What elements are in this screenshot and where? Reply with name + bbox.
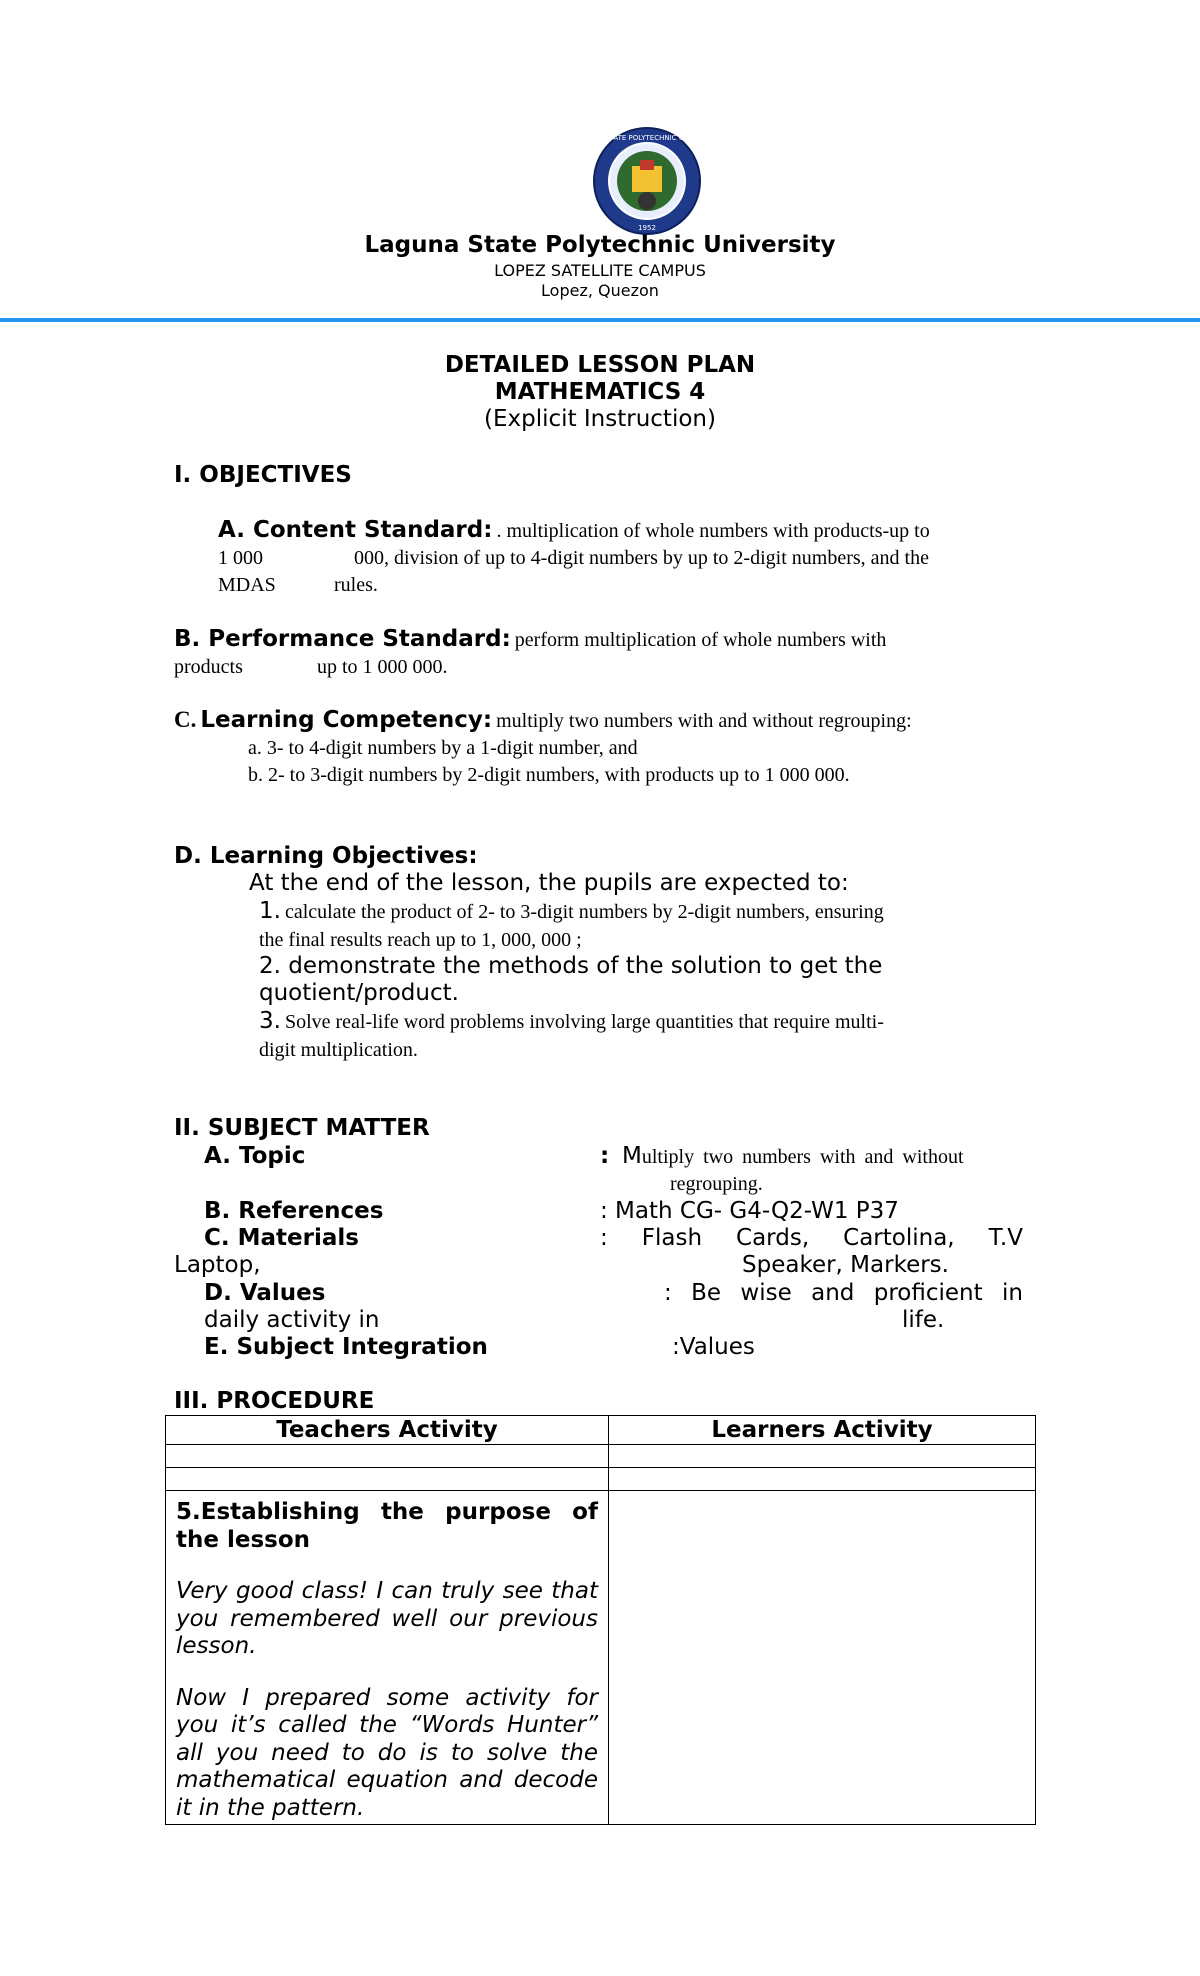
doc-subject: MATHEMATICS 4: [494, 379, 706, 405]
objective-3-text: Solve real-life word problems involving large quantities that require multi-: [284, 1011, 884, 1033]
empty-cell: [609, 1445, 1036, 1468]
integration-label: E. Subject Integration: [204, 1334, 488, 1360]
values-word: wise: [740, 1280, 792, 1306]
values-colon: :: [664, 1280, 672, 1306]
values-cont: daily activity in: [204, 1307, 380, 1333]
references-label: B. References: [204, 1198, 384, 1224]
performance-standard: [174, 626, 886, 652]
empty-cell: [166, 1468, 609, 1491]
content-standard: [218, 517, 930, 543]
teacher-activity-cell: [166, 1491, 609, 1825]
table-row: [166, 1445, 1036, 1468]
content-standard-line2a: 1 000: [218, 547, 263, 569]
values-word: proficient: [873, 1280, 983, 1306]
teacher-paragraph: Very good class! I can truly see that you remembered well our previous lesson.: [176, 1578, 598, 1659]
values-word: Be: [691, 1280, 722, 1306]
doc-title: DETAILED LESSON PLAN: [444, 352, 756, 378]
header-rule: [0, 318, 1200, 322]
values-word: in: [1002, 1280, 1023, 1306]
objective-1-number: 1.: [259, 898, 281, 924]
seal-year: 1952: [638, 224, 656, 232]
performance-standard-label: B. Performance Standard:: [174, 626, 511, 652]
values-label: D. Values: [204, 1280, 326, 1306]
materials-colon: :: [600, 1225, 608, 1251]
competency-item-a: a. 3- to 4-digit numbers by a 1-digit number, and: [248, 737, 638, 759]
table-row: [166, 1468, 1036, 1491]
objective-3-cont: digit multiplication.: [259, 1039, 418, 1061]
objective-1-cont: the final results reach up to 1, 000, 000 ;: [259, 929, 582, 951]
materials-cont: Laptop,: [174, 1252, 261, 1278]
table-row: [166, 1491, 1036, 1825]
materials-item: Flash: [641, 1225, 703, 1251]
materials-label: C. Materials: [204, 1225, 359, 1251]
doc-approach: (Explicit Instruction): [484, 406, 716, 432]
materials-item: Cartolina,: [843, 1225, 955, 1251]
content-standard-text: . multiplication of whole numbers with products-up to: [496, 520, 930, 542]
learning-objectives-label: D. Learning Objectives:: [174, 843, 478, 869]
learning-competency-label: Learning Competency:: [200, 707, 493, 733]
table-header-row: [166, 1416, 1036, 1445]
learning-competency-text: multiply two numbers with and without regrouping:: [496, 710, 912, 732]
learner-activity-cell: [609, 1491, 1036, 1825]
content-standard-line2b: 000, division of up to 4-digit numbers by up to 2-digit numbers, and the: [354, 547, 929, 569]
content-standard-line3a: MDAS: [218, 574, 276, 596]
references-value: : Math CG- G4-Q2-W1 P37: [600, 1198, 899, 1224]
topic-value-cont: regrouping.: [670, 1173, 763, 1195]
learning-competency: [174, 707, 912, 733]
materials-item: T.V: [988, 1225, 1023, 1251]
values-value: [664, 1280, 1023, 1306]
performance-standard-line2a: products: [174, 656, 243, 678]
materials-value: [600, 1225, 1023, 1251]
objective-1: [259, 898, 884, 924]
objective-2-cont: quotient/product.: [259, 980, 459, 1006]
teacher-paragraph: Now I prepared some activity for you it’s called the “Words Hunter” all you need to do is to solve the mathematical equation and decode it in the pattern.: [176, 1684, 598, 1821]
step-title: 5.Establishing the purpose of the lesson: [176, 1499, 598, 1553]
performance-standard-line2b: up to 1 000 000.: [317, 656, 448, 678]
university-seal-icon: [573, 126, 721, 236]
performance-standard-text: perform multiplication of whole numbers with: [514, 629, 887, 651]
competency-item-b: b. 2- to 3-digit numbers by 2-digit numbers, with products up to 1 000 000.: [248, 764, 850, 786]
values-line2: life.: [902, 1307, 945, 1333]
campus-location: Lopez, Quezon: [541, 281, 659, 300]
procedure-heading: III. PROCEDURE: [174, 1388, 375, 1414]
campus-name: LOPEZ SATELLITE CAMPUS: [494, 261, 706, 280]
objective-1-text: calculate the product of 2- to 3-digit numbers by 2-digit numbers, ensuring: [284, 901, 884, 923]
empty-cell: [166, 1445, 609, 1468]
learning-competency-prefix: C.: [174, 707, 197, 732]
integration-value: :Values: [672, 1334, 755, 1360]
learning-objectives-intro: At the end of the lesson, the pupils are expected to:: [249, 870, 849, 896]
subject-matter-heading: II. SUBJECT MATTER: [174, 1115, 430, 1141]
content-standard-label: A. Content Standard:: [218, 517, 493, 543]
learners-activity-header: Learners Activity: [609, 1416, 1036, 1445]
topic-value-initial: M: [622, 1143, 642, 1169]
objectives-heading: I. OBJECTIVES: [174, 462, 352, 488]
teachers-activity-header: Teachers Activity: [166, 1416, 609, 1445]
topic-label: A. Topic: [204, 1143, 306, 1169]
objective-3-number: 3.: [259, 1008, 281, 1034]
materials-line2: Speaker, Markers.: [742, 1252, 949, 1278]
objective-3: [259, 1008, 884, 1034]
procedure-table: [165, 1415, 1036, 1825]
topic-colon: :: [600, 1143, 610, 1169]
content-standard-line3b: rules.: [334, 574, 378, 596]
empty-cell: [609, 1468, 1036, 1491]
objective-2: 2. demonstrate the methods of the solution to get the: [259, 953, 883, 979]
values-word: and: [811, 1280, 855, 1306]
university-name: Laguna State Polytechnic University: [364, 232, 836, 258]
materials-item: Cards,: [736, 1225, 810, 1251]
topic-value-text: ultiply two numbers with and without: [641, 1146, 964, 1168]
topic-value: [622, 1143, 964, 1169]
seal-text: LAGUNA STATE POLYTECHNIC UNIVERSITY: [573, 134, 721, 142]
